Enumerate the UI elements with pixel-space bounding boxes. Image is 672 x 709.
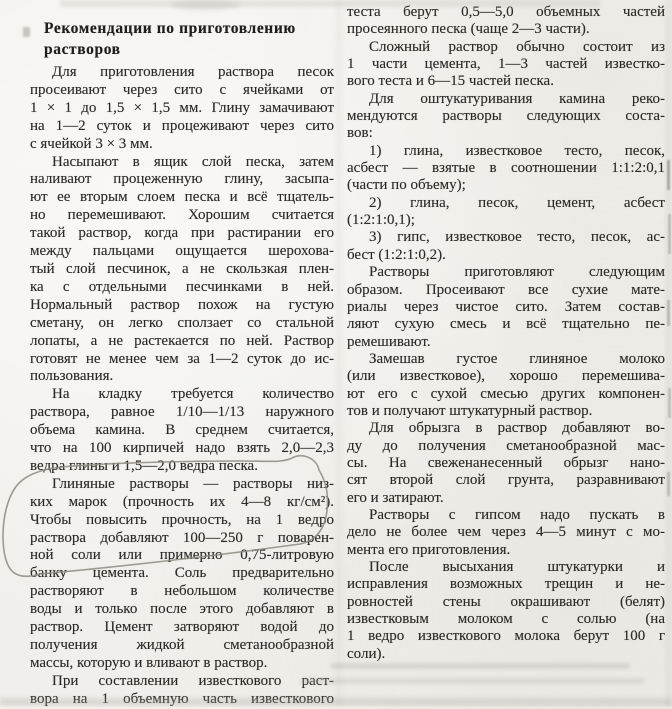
text-line: асбест — взятые в соотношении 1:1:2:0,1 xyxy=(347,160,665,177)
text-line: дело не более чем через 4—5 минут с мо- xyxy=(347,524,665,541)
text-line: раствор. Цемент затворяют водой до xyxy=(30,619,334,636)
paragraph xyxy=(347,143,665,195)
text-line: просеивают через сито с ячейками от xyxy=(30,81,334,98)
text-line: (или известковое), хорошо перемешива- xyxy=(347,368,665,385)
text-line: наливают процеженную глину, засыпа- xyxy=(30,171,334,188)
text-line: ровностей стены окрашивают (белят) xyxy=(347,593,665,610)
paragraph xyxy=(30,476,334,673)
text-line: Сложный раствор обычно состоит из xyxy=(369,38,665,55)
text-line: Растворы с гипсом надо пускать в xyxy=(369,506,665,523)
text-line: соли). xyxy=(347,645,386,662)
text-line: сы. На свеженанесенный обрызг нано- xyxy=(347,454,665,471)
text-line: Чтобы повысить прочность, на 1 ведро xyxy=(30,511,334,528)
text-line: лопаты, а не растекается по ней. Раствор xyxy=(30,332,334,349)
text-line: сметану, он легко сползает со стальной xyxy=(30,314,334,331)
text-line: известковым молоком с солью (на xyxy=(347,611,665,628)
text-line: мента его приготовления. xyxy=(347,541,511,558)
paragraph xyxy=(347,507,665,559)
paragraph xyxy=(30,64,334,154)
scan-artifact-right-band xyxy=(665,0,672,706)
text-line: Для оштукатуривания камина реко- xyxy=(369,90,665,107)
text-line: ют ее вторым слоем песка и всё тщатель- xyxy=(30,189,334,206)
text-line: (1:2:1:0,1); xyxy=(347,212,415,229)
text-line: 2) глина, песок, цемент, асбест xyxy=(369,194,665,211)
text-line: воды и только после этого добавляют в xyxy=(30,601,334,618)
text-line: ких марок (прочность их 4—8 кг/см²). xyxy=(30,493,334,510)
heading-line: растворов xyxy=(44,41,121,58)
text-line: Для приготовления раствора песок xyxy=(52,64,334,80)
scan-artifact-streak xyxy=(300,678,645,684)
text-line: ют его с сухой смесью других компонен- xyxy=(347,385,665,402)
text-line: растворяют в небольшом количестве xyxy=(30,583,334,600)
heading-line: Рекомендации по приготовлению xyxy=(44,20,296,37)
text-line: сят второй слой грунта, разравнивают xyxy=(347,472,665,489)
text-line: При составлении известкового раст- xyxy=(52,672,334,689)
text-line: тый слой песчинок, а не скользкая плен- xyxy=(30,260,334,277)
text-line: вов: xyxy=(347,125,373,142)
paragraph xyxy=(347,91,665,143)
paragraph xyxy=(347,351,665,420)
text-line: ка с отдельными песчинками в ней. xyxy=(30,278,334,295)
paragraph xyxy=(347,39,665,91)
text-line: просеянного песка (чаще 2—3 части). xyxy=(347,21,590,38)
text-line: что на 100 кирпичей надо взять 2,0—2,3 xyxy=(30,440,334,457)
text-line: 1 ведро известкового молока берут 100 г xyxy=(347,628,665,645)
text-line: на 1—2 суток и процеживают через сито xyxy=(30,117,334,134)
text-line: (части по объему); xyxy=(347,177,466,194)
text-line: ляют сухую смесь и всё тщательно пе- xyxy=(347,316,665,333)
scan-artifact-streak xyxy=(330,663,630,669)
scan-artifact-top-blotch xyxy=(170,0,240,10)
text-line: объема камина. В среднем считается, xyxy=(30,422,334,439)
paragraph xyxy=(30,673,334,709)
text-line: 1) глина, известковое тесто, песок, xyxy=(369,142,665,159)
paragraph xyxy=(30,154,334,387)
text-line: ной соли или примерно 0,75-литровую xyxy=(30,547,334,564)
right-column xyxy=(347,4,665,663)
text-line: бест (1:2:1:0,2). xyxy=(347,246,446,263)
text-line: мендуются растворы следующих соста- xyxy=(347,108,665,125)
text-line: На кладку требуется количество xyxy=(52,386,334,403)
text-line: Замешав густое глиняное молоко xyxy=(369,350,665,367)
text-line: пользования. xyxy=(30,368,114,385)
text-line: Для обрызга в раствор добавляют во- xyxy=(369,420,665,437)
section-heading xyxy=(30,18,334,60)
text-line: Глиняные растворы — растворы низ- xyxy=(52,475,334,492)
text-line: риалы через чистое сито. Затем состав- xyxy=(347,298,665,315)
paragraph xyxy=(347,195,665,230)
text-line: Нормальный раствор похож на густую xyxy=(30,296,334,313)
text-line: Растворы приготовляют следующим xyxy=(369,264,665,281)
text-line: 1 части цемента, 1—3 частей известко- xyxy=(347,56,665,73)
text-line: между пальцами ощущается шерохова- xyxy=(30,243,334,260)
text-line: теста берут 0,5—5,0 объемных частей xyxy=(347,4,665,20)
paragraph xyxy=(347,229,665,264)
text-line: вора на 1 объемную часть известкового xyxy=(30,690,334,707)
text-line: получения жидкой сметанообразной xyxy=(30,637,334,653)
left-column-paragraphs xyxy=(30,64,334,709)
text-line: с ячейкой 3 × 3 мм. xyxy=(30,135,153,152)
text-line: массы, которую и вливают в раствор. xyxy=(30,654,268,671)
scan-artifact-edge-mark xyxy=(667,160,670,190)
right-column-paragraphs xyxy=(347,4,665,663)
paragraph xyxy=(347,559,665,663)
paragraph xyxy=(30,386,334,476)
scan-artifact-edge-mark xyxy=(668,214,671,254)
left-column xyxy=(30,18,334,709)
text-line: После высыхания штукатурки и xyxy=(369,559,665,575)
paragraph xyxy=(347,420,665,507)
text-line: ремешивают. xyxy=(347,333,431,350)
text-line: раствора добавляют 100—250 г поварен- xyxy=(30,529,334,546)
text-line: такой раствор, когда при растирании его xyxy=(30,225,334,242)
text-line: 1 × 1 до 1,5 × 1,5 мм. Глину замачивают xyxy=(30,99,334,116)
text-line: 3) гипс, известковое тесто, песок, ас- xyxy=(369,229,665,246)
text-line: готовят не менее чем за 1—2 суток до ис- xyxy=(30,350,334,367)
text-line: Насыпают в ящик слой песка, затем xyxy=(52,153,334,170)
text-line: его и затирают. xyxy=(347,489,444,506)
text-line: банку цемента. Соль предварительно xyxy=(30,565,334,582)
scan-artifact-edge-mark xyxy=(667,472,670,496)
text-line: ведра глины и 1,5—2,0 ведра песка. xyxy=(30,457,258,474)
text-line: исправления возможных трещин и не- xyxy=(347,576,665,593)
scan-artifact-edge-mark xyxy=(667,300,670,326)
text-line: образом. Просеивают все сухие мате- xyxy=(347,281,665,298)
scan-artifact-heading-mark xyxy=(23,27,30,37)
text-line: тов и получают штукатурный раствор. xyxy=(347,402,593,419)
paragraph xyxy=(347,264,665,351)
text-line: ду до получения сметанообразной мас- xyxy=(347,437,665,454)
paragraph xyxy=(347,4,665,39)
text-line: но перемешивают. Хорошим считается xyxy=(30,207,334,224)
scan-artifact-edge-mark xyxy=(668,388,671,418)
scan-artifact-gutter-band xyxy=(336,0,342,706)
text-line: вого теста и 6—15 частей песка. xyxy=(347,73,554,90)
text-line: раствора, равное 1/10—1/13 наружного xyxy=(30,404,334,421)
